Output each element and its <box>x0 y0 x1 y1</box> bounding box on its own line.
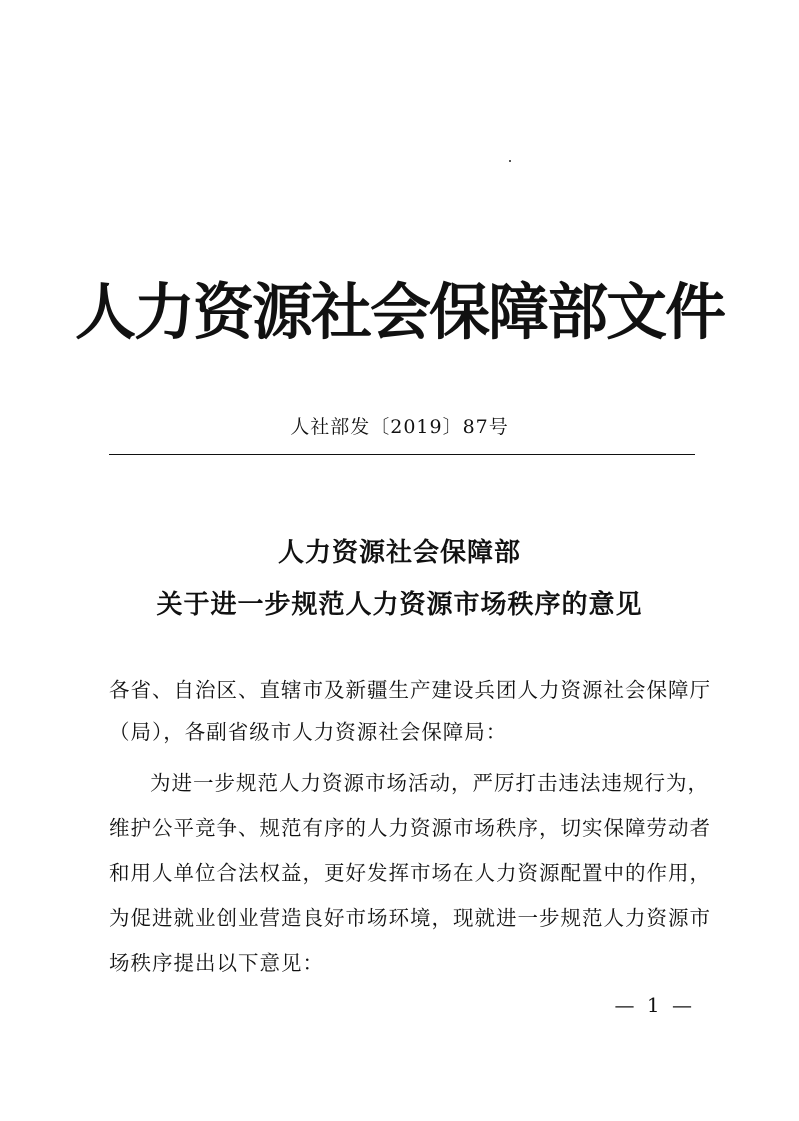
body-paragraph <box>109 761 711 986</box>
paragraph-line: 场秩序提出以下意见： <box>109 951 324 975</box>
paragraph-line: 维护公平竞争、规范有序的人力资源市场秩序，切实保障劳动者 <box>109 816 711 840</box>
scan-speck <box>509 160 511 162</box>
document-title-line-2: 关于进一步规范人力资源市场秩序的意见 <box>156 590 643 620</box>
document-title-line-1: 人力资源社会保障部 <box>277 538 521 568</box>
addressee-line-1: 各省、自治区、直辖市及新疆生产建设兵团人力资源社会保障厅 <box>109 678 711 702</box>
paragraph-line: 和用人单位合法权益，更好发挥市场在人力资源配置中的作用， <box>109 861 711 885</box>
addressee-line-2: （局），各副省级市人力资源社会保障局： <box>109 720 508 744</box>
paragraph-line: 为促进就业创业营造良好市场环境，现就进一步规范人力资源市 <box>109 906 711 930</box>
paragraph-line: 为进一步规范人力资源市场活动，严厉打击违法违规行为， <box>150 771 709 795</box>
issuer-title: 人力资源社会保障部文件 <box>74 277 724 348</box>
page-number: — 1 — <box>614 993 695 1017</box>
document-number: 人社部发〔2019〕87号 <box>290 416 509 438</box>
header-divider <box>109 454 695 455</box>
